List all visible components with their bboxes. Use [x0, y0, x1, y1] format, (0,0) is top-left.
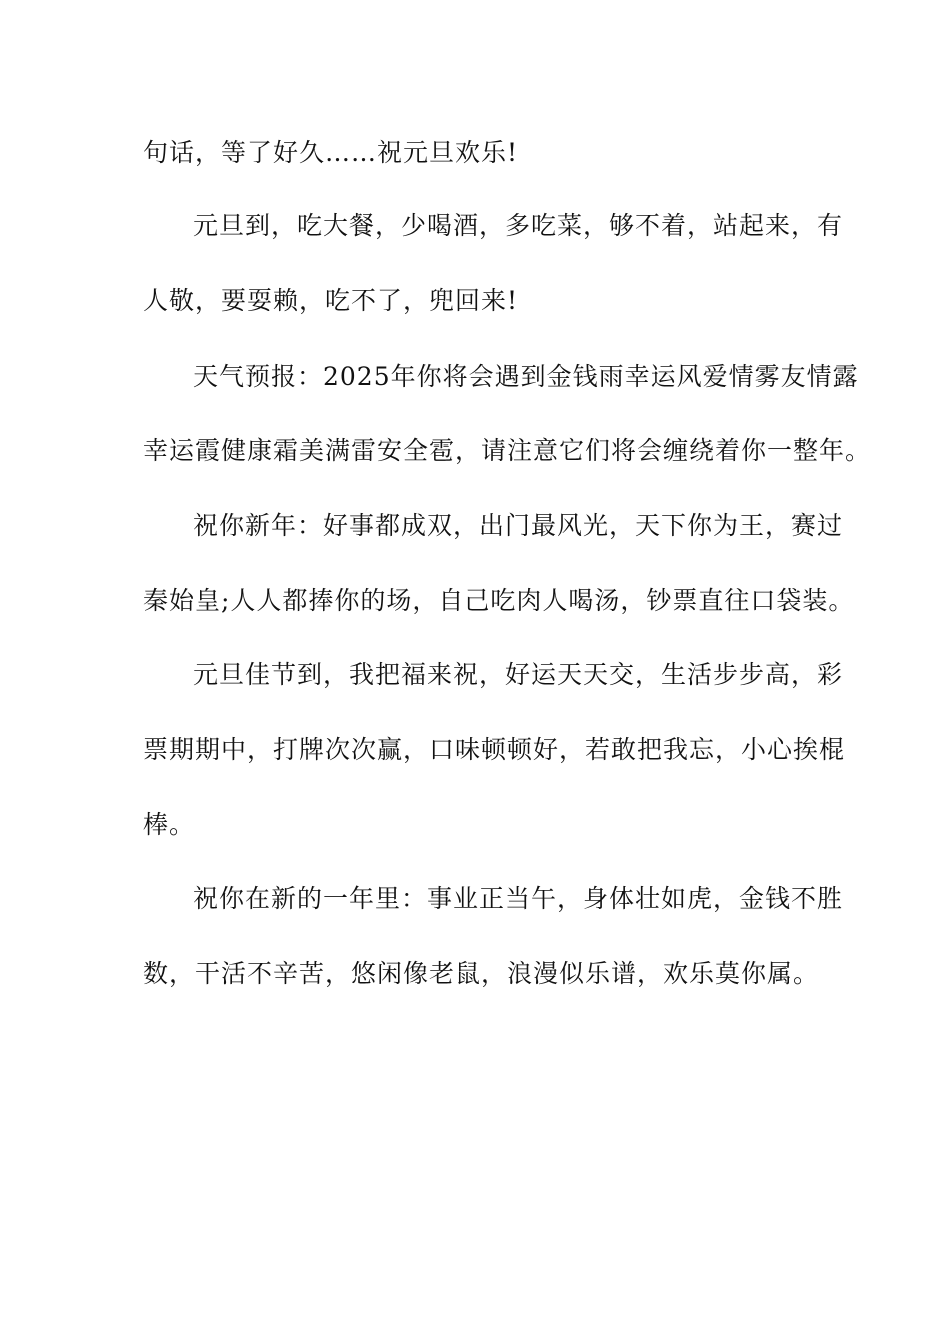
paragraph-line: 天气预报：2025年你将会遇到金钱雨幸运风爱情雾友情露 — [193, 362, 859, 391]
paragraph-line: 幸运霞健康霜美满雷安全雹，请注意它们将会缠绕着你一整年。 — [143, 436, 872, 465]
paragraph-line: 数，干活不辛苦，悠闲像老鼠，浪漫似乐谱，欢乐莫你属。 — [143, 959, 820, 988]
paragraph-line: 祝你新年：好事都成双，出门最风光，天下你为王，赛过 — [193, 511, 844, 540]
paragraph-line: 祝你在新的一年里：事业正当午，身体壮如虎，金钱不胜 — [193, 884, 844, 913]
paragraph-line: 元旦到，吃大餐，少喝酒，多吃菜，够不着，站起来，有 — [193, 211, 844, 240]
paragraph-line: 票期期中，打牌次次赢，口味顿顿好，若敢把我忘，小心挨棍 — [143, 735, 846, 764]
paragraph-line: 人敬，要耍赖，吃不了，兜回来! — [143, 286, 519, 315]
paragraph-line: 句话，等了好久……祝元旦欢乐! — [143, 138, 519, 167]
paragraph-line: 棒。 — [143, 810, 196, 839]
paragraph-line: 元旦佳节到，我把福来祝，好运天天交，生活步步高，彩 — [193, 660, 844, 689]
paragraph-line: 秦始皇;人人都捧你的场，自己吃肉人喝汤，钞票直往口袋装。 — [143, 586, 855, 615]
